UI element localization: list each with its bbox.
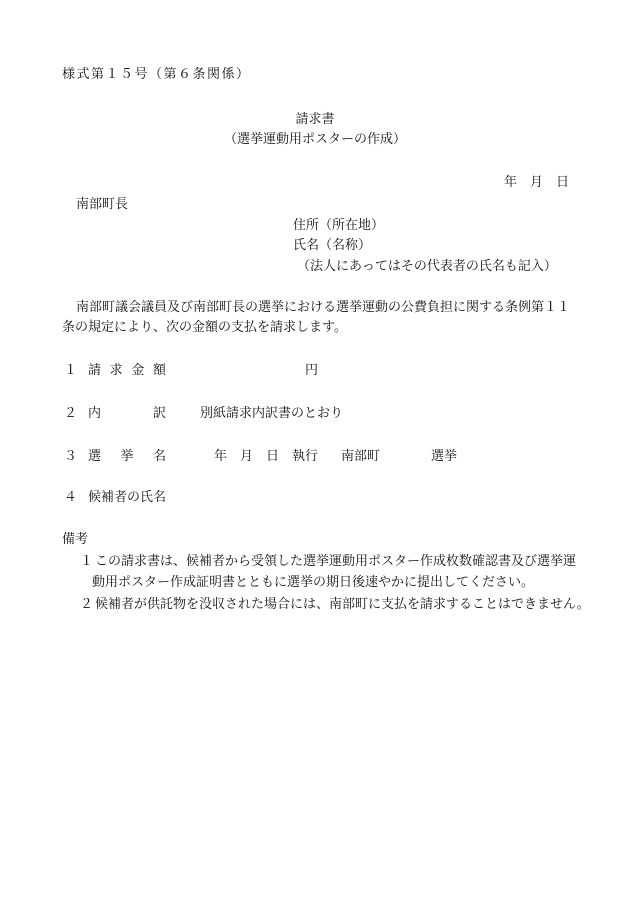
remark-number: １ (80, 554, 94, 569)
document-subtitle: （選挙運動用ポスターの作成） (223, 132, 406, 147)
body-line: 条の規定により、次の金額の支払を請求します。 (62, 320, 347, 335)
item-label: 候補者の氏名 (88, 490, 167, 505)
date-field: 年 月 日 (504, 175, 570, 190)
address-label: 住所（所在地） (293, 218, 385, 233)
election-date: 年 月 日 執行 (214, 449, 319, 464)
item-label: 請求金額 (88, 363, 166, 378)
corporate-note: （法人にあってはその代表者の氏名も記入） (297, 259, 557, 274)
remarks-heading: 備考 (62, 532, 89, 547)
body-line: 南部町議会議員及び南部町長の選挙における選挙運動の公費負担に関する条例第１１ (76, 300, 571, 315)
addressee: 南部町長 (76, 197, 129, 212)
item-number: １ (64, 363, 78, 378)
yen-unit: 円 (305, 363, 319, 378)
election-town: 南部町 (341, 449, 381, 464)
item-label: 選挙名 (88, 449, 166, 464)
item-number: ２ (64, 406, 78, 421)
item-label: 内訳 (88, 406, 166, 421)
breakdown-value: 別紙請求内訳書のとおり (200, 406, 344, 421)
form-number: 様式第１５号（第６条関係） (62, 67, 251, 82)
election-suffix: 選挙 (431, 449, 458, 464)
document-title: 請求書 (295, 112, 335, 127)
remark-line: 動用ポスター作成証明書とともに選挙の期日後速やかに提出してください。 (92, 575, 535, 590)
item-number: ４ (64, 490, 78, 505)
item-number: ３ (64, 449, 78, 464)
name-label: 氏名（名称） (293, 238, 372, 253)
remark-line: この請求書は、候補者から受領した選挙運動用ポスター作成枚数確認書及び選挙運 (95, 554, 577, 569)
remark-number: ２ (80, 597, 94, 612)
remark-line: 候補者が供託物を没収された場合には、南部町に支払を請求することはできません。 (95, 597, 590, 612)
